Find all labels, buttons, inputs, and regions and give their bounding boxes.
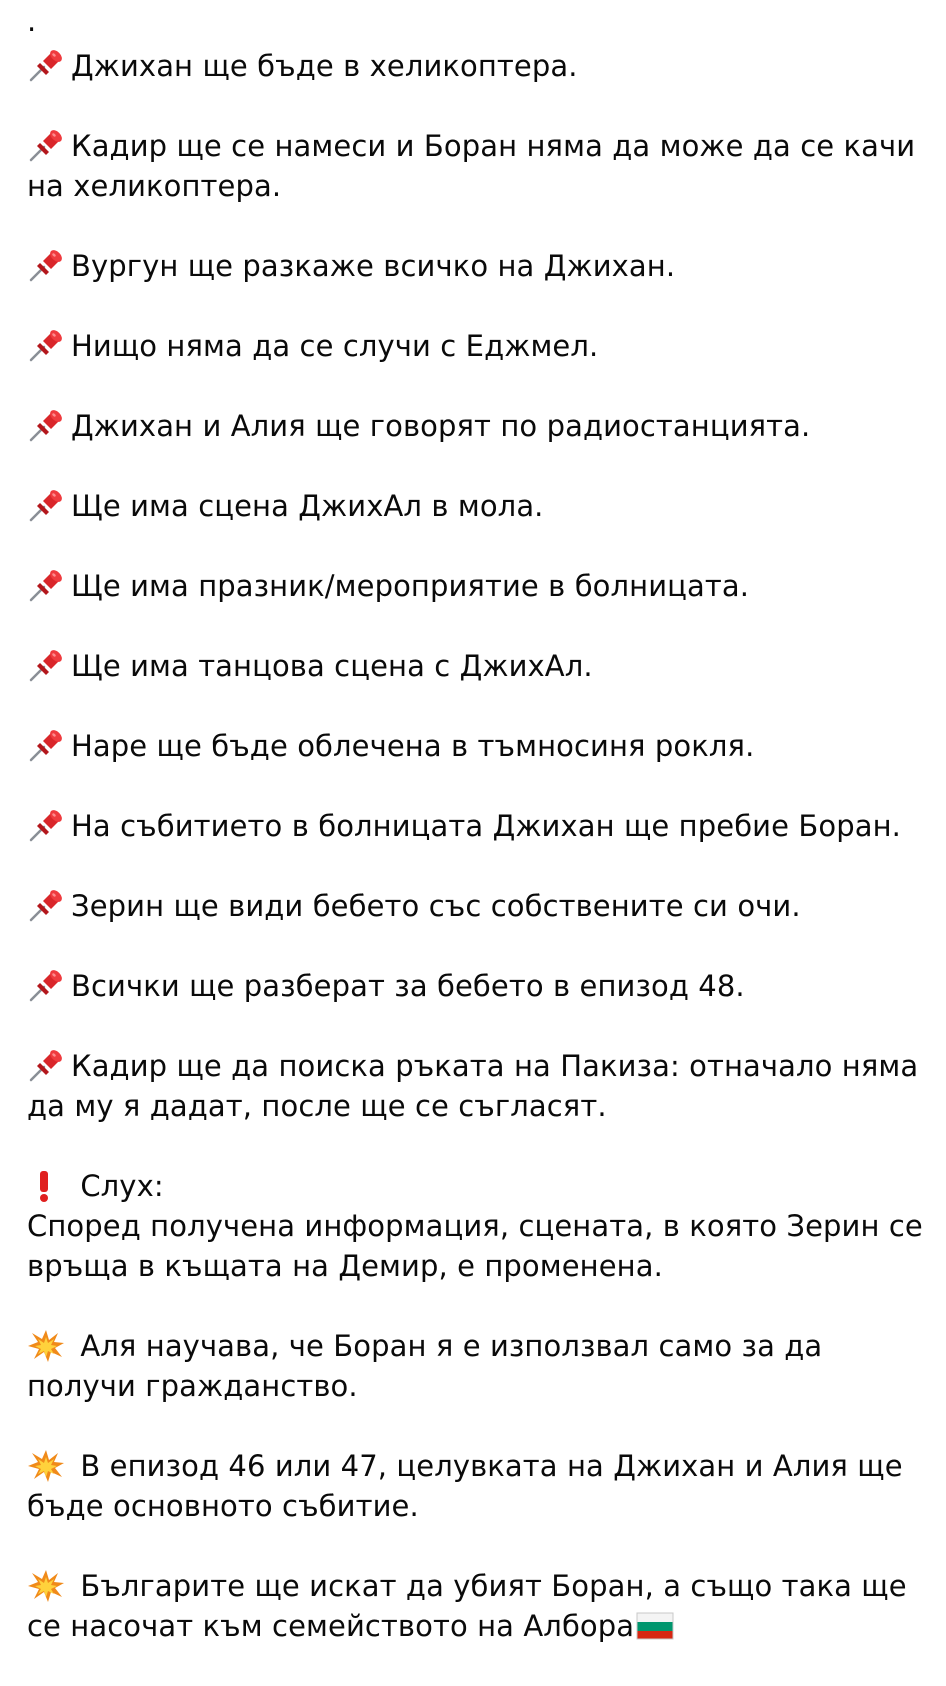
- pushpin-icon: [27, 409, 67, 441]
- spoiler-item-text: В епизод 46 или 47, целувката на Джихан и Алия ще бъде основното събитие.: [27, 1449, 903, 1523]
- pinned-item: [27, 486, 927, 526]
- pinned-item-text: Вургун ще разкаже всичко на Джихан.: [71, 249, 676, 283]
- pinned-item: [27, 246, 927, 286]
- pinned-item-text: Джихан ще бъде в хеликоптера.: [71, 49, 578, 83]
- rumor-label: Слух:: [71, 1169, 164, 1203]
- pushpin-icon: [27, 889, 67, 921]
- pinned-list: [27, 46, 927, 1126]
- pinned-item: [27, 46, 927, 86]
- pushpin-icon: [27, 329, 67, 361]
- spoiler-item-text: Българите ще искат да убият Боран, а също така ще се насочат към семейството на Албора: [27, 1569, 907, 1643]
- collision-icon: [27, 1569, 67, 1601]
- collision-icon: [27, 1449, 67, 1481]
- bulgaria-flag-icon: [636, 1612, 674, 1640]
- pinned-item-text: Ще има празник/мероприятие в болницата.: [71, 569, 750, 603]
- spoiler-item: [27, 1446, 927, 1526]
- pinned-item-text: Джихан и Алия ще говорят по радиостанцията.: [71, 409, 811, 443]
- pinned-item: [27, 966, 927, 1006]
- rumor-text: Според получена информация, сцената, в която Зерин се връща в къщата на Демир, е променена.: [27, 1209, 923, 1283]
- pushpin-icon: [27, 729, 67, 761]
- pinned-item: [27, 326, 927, 366]
- pushpin-icon: [27, 809, 67, 841]
- pushpin-icon: [27, 649, 67, 681]
- pinned-item-text: Всички ще разберат за бебето в епизод 48.: [71, 969, 745, 1003]
- pushpin-icon: [27, 49, 67, 81]
- pinned-item: [27, 1046, 927, 1126]
- pushpin-icon: [27, 129, 67, 161]
- pushpin-icon: [27, 489, 67, 521]
- pinned-item: [27, 406, 927, 446]
- pinned-item: [27, 566, 927, 606]
- header-mark: .: [27, 4, 37, 38]
- pinned-item-text: Зерин ще види бебето със собствените си очи.: [71, 889, 801, 923]
- rumor-block: [27, 1166, 927, 1286]
- pinned-item-text: Ще има танцова сцена с ДжихАл.: [71, 649, 593, 683]
- pinned-item-text: Нищо няма да се случи с Еджмел.: [71, 329, 599, 363]
- pinned-item: [27, 126, 927, 206]
- spoiler-item: [27, 1566, 927, 1646]
- pinned-item-text: Ще има сцена ДжихАл в мола.: [71, 489, 544, 523]
- pushpin-icon: [27, 1049, 67, 1081]
- pinned-item-text: Кадир ще да поиска ръката на Пакиза: отначало няма да му я дадат, после ще се съгласят.: [27, 1049, 919, 1123]
- pinned-item: [27, 806, 927, 846]
- pinned-item: [27, 726, 927, 766]
- post-body: [27, 6, 927, 1686]
- spoiler-item-text: Аля научава, че Боран я е използвал само за да получи гражданство.: [27, 1329, 823, 1403]
- spoiler-item: [27, 1326, 927, 1406]
- pinned-item-text: Наре ще бъде облечена в тъмносиня рокля.: [71, 729, 755, 763]
- spoiler-list: [27, 1326, 927, 1646]
- pinned-item-text: На събитието в болницата Джихан ще пребие Боран.: [71, 809, 901, 843]
- exclamation-icon: [27, 1169, 67, 1201]
- pinned-item: [27, 886, 927, 926]
- pinned-item: [27, 646, 927, 686]
- pushpin-icon: [27, 969, 67, 1001]
- collision-icon: [27, 1329, 67, 1361]
- pushpin-icon: [27, 249, 67, 281]
- pushpin-icon: [27, 569, 67, 601]
- pinned-item-text: Кадир ще се намеси и Боран няма да може да се качи на хеликоптера.: [27, 129, 916, 203]
